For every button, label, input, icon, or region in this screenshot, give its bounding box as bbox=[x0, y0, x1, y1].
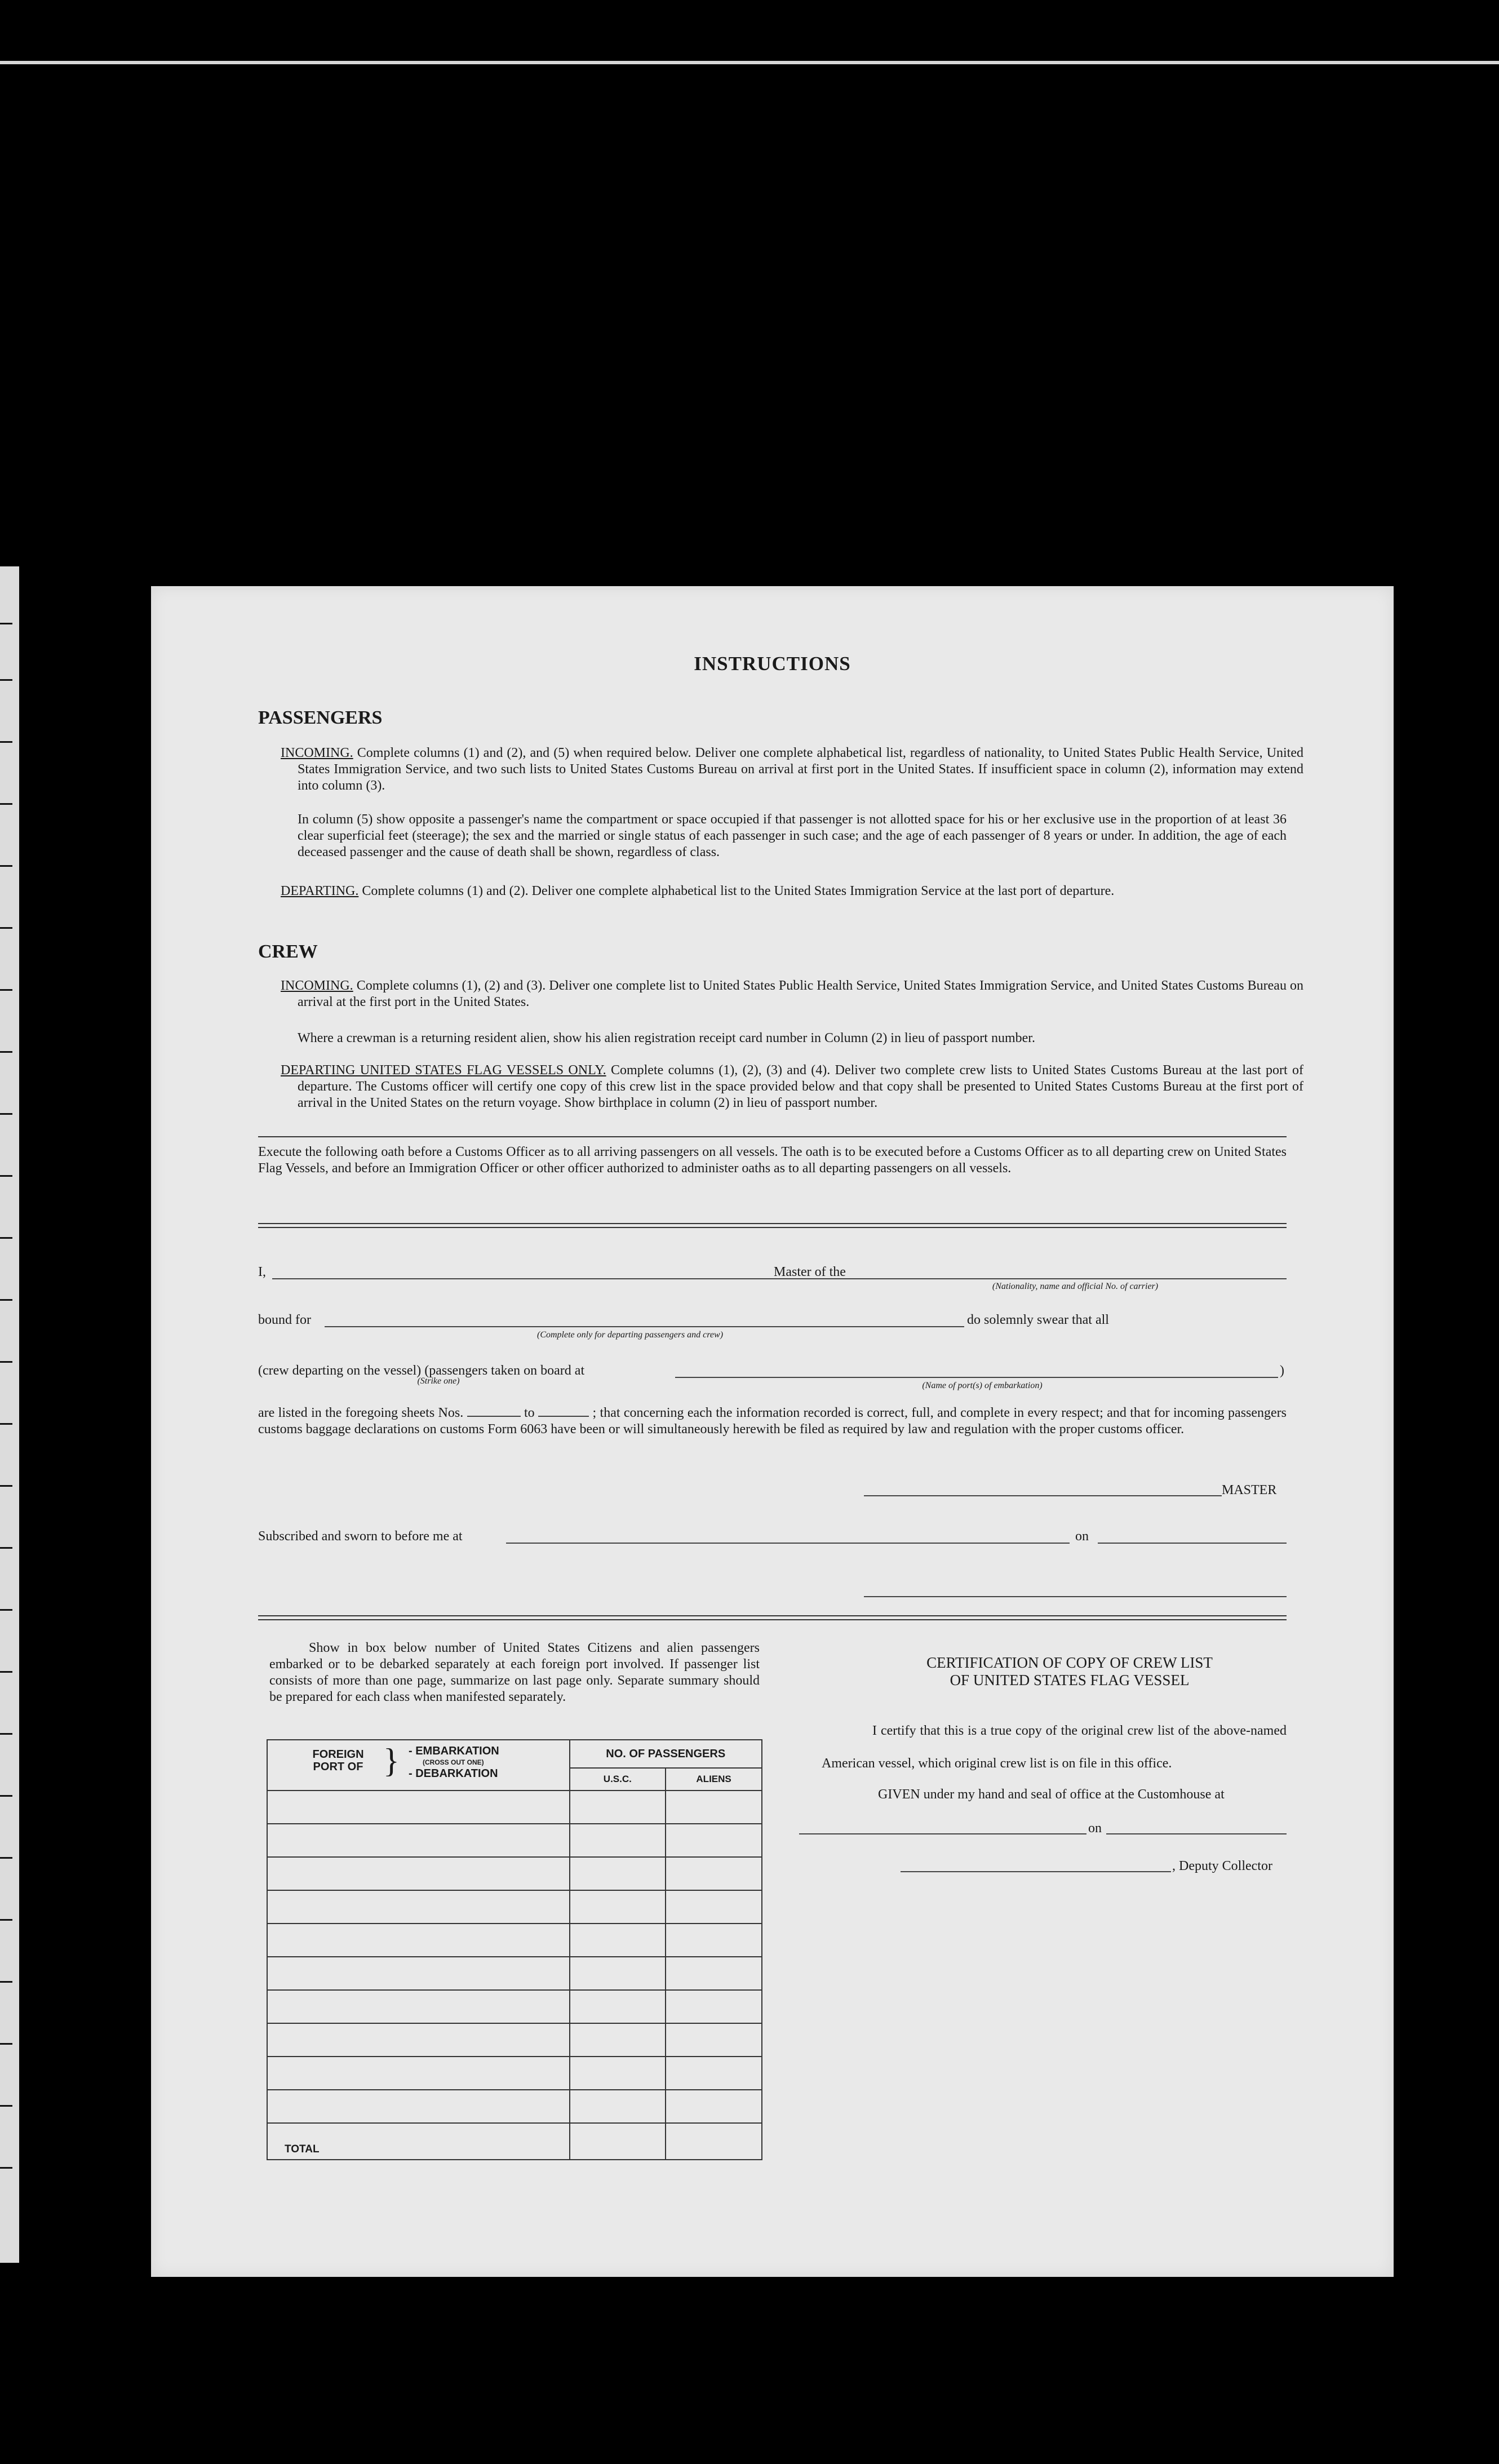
passengers-incoming-paragraph bbox=[281, 745, 1303, 794]
divider bbox=[258, 1223, 1287, 1224]
port-cell[interactable] bbox=[267, 1791, 570, 1824]
aliens-cell[interactable] bbox=[666, 1890, 762, 1924]
aliens-cell[interactable] bbox=[666, 1957, 762, 1990]
table-row bbox=[267, 1890, 762, 1924]
embarkation-label: - EMBARKATION bbox=[409, 1745, 499, 1757]
table-row bbox=[267, 2023, 762, 2057]
sheet-from-field[interactable] bbox=[467, 1404, 521, 1417]
usc-cell[interactable] bbox=[570, 1824, 666, 1857]
port-cell[interactable] bbox=[267, 1824, 570, 1857]
adjacent-frame-edge bbox=[0, 566, 19, 2263]
port-header-cell bbox=[267, 1740, 570, 1791]
table-row bbox=[267, 1824, 762, 1857]
divider bbox=[258, 1619, 1287, 1620]
summary-instructions: Show in box below number of United States Citizens and alien passengers embarked or to be debarked separately at each foreign port involved. If passenger list consists of more than one page, summarize on last page only. Separate summary should be prepared for each class when manifested separately. bbox=[269, 1641, 760, 1704]
sheet-to-field[interactable] bbox=[538, 1404, 589, 1417]
nationality-caption: (Nationality, name and official No. of carrier) bbox=[992, 1282, 1159, 1291]
divider bbox=[258, 1615, 1287, 1616]
certification-text: I certify that this is a true copy of the original crew list of the above-named American vessel, which original crew list is on file in this office. bbox=[822, 1723, 1287, 1771]
no-of-passengers-header: NO. OF PASSENGERS bbox=[570, 1740, 762, 1768]
cert-date-line[interactable] bbox=[1106, 1833, 1287, 1834]
port-cell[interactable] bbox=[267, 1990, 570, 2023]
bound-for-line[interactable] bbox=[325, 1326, 964, 1327]
crew-departing-paragraph bbox=[281, 1062, 1303, 1111]
usc-cell[interactable] bbox=[570, 1990, 666, 2023]
table-row bbox=[267, 1990, 762, 2023]
usc-total-cell[interactable] bbox=[570, 2123, 666, 2160]
subscribed-label: Subscribed and sworn to before me at bbox=[258, 1529, 463, 1544]
port-caption: (Name of port(s) of embarkation) bbox=[922, 1381, 1043, 1390]
crew-heading: CREW bbox=[258, 941, 318, 962]
officer-signature-line[interactable] bbox=[864, 1596, 1287, 1597]
usc-cell[interactable] bbox=[570, 2090, 666, 2123]
crew-resident-text: Where a crewman is a returning resident alien, show his alien registration receipt card number in Column (2) in lieu of passport number. bbox=[298, 1031, 1035, 1045]
deputy-collector-label: , Deputy Collector bbox=[1172, 1859, 1272, 1873]
listed-post: ; that concerning each the information recorded is correct, full, and complete in every respect; and that for incoming passengers customs baggage declarations on customs Form 6063 have been or will simultaneously herewith be filed as required by law and regulation with the proper customs officer. bbox=[258, 1406, 1287, 1437]
port-cell[interactable] bbox=[267, 1890, 570, 1924]
table-row bbox=[267, 1791, 762, 1824]
crew-departing-text: (crew departing on the vessel) (passengers taken on board at bbox=[258, 1363, 585, 1378]
aliens-cell[interactable] bbox=[666, 1857, 762, 1890]
aliens-cell[interactable] bbox=[666, 1924, 762, 1957]
oath-intro: Execute the following oath before a Customs Officer as to all arriving passengers on all vessels. The oath is to be executed before a Customs Officer as to all departing crew on United States Flag Vessels, and before an Immigration Officer or other officer authorized to administer oaths as to all departing passengers on all vessels. bbox=[258, 1145, 1287, 1176]
certification-title-line2: OF UNITED STATES FLAG VESSEL bbox=[950, 1672, 1190, 1689]
oath-i-label: I, bbox=[258, 1265, 266, 1279]
aliens-cell[interactable] bbox=[666, 1791, 762, 1824]
port-cell[interactable] bbox=[267, 1957, 570, 1990]
brace-icon: } bbox=[383, 1742, 400, 1779]
crew-incoming-text: Complete columns (1), (2) and (3). Deliver one complete list to United States Public Health Service, United States Immigration Service, and United States Customs Bureau on arrival at the first port in the United States. bbox=[298, 978, 1304, 1009]
given-text: GIVEN under my hand and seal of office at the Customhouse at bbox=[878, 1787, 1225, 1802]
customhouse-line[interactable] bbox=[799, 1833, 1086, 1834]
sworn-date-line[interactable] bbox=[1098, 1543, 1287, 1544]
port-cell[interactable] bbox=[267, 1924, 570, 1957]
sworn-on-label: on bbox=[1075, 1529, 1089, 1544]
aliens-cell[interactable] bbox=[666, 2023, 762, 2057]
foreign-port-label: FOREIGN PORT OF bbox=[312, 1748, 364, 1773]
strike-one-caption: (Strike one) bbox=[417, 1376, 460, 1386]
aliens-cell[interactable] bbox=[666, 2057, 762, 2090]
bound-for-label: bound for bbox=[258, 1313, 311, 1327]
total-row bbox=[267, 2123, 762, 2160]
passengers-departing-label: DEPARTING. bbox=[281, 884, 359, 898]
aliens-total-cell[interactable] bbox=[666, 2123, 762, 2160]
table-row bbox=[267, 1957, 762, 1990]
usc-cell[interactable] bbox=[570, 1924, 666, 1957]
master-of-label: Master of the bbox=[774, 1265, 846, 1279]
aliens-header: ALIENS bbox=[666, 1768, 762, 1791]
aliens-cell[interactable] bbox=[666, 2090, 762, 2123]
port-embarkation-line[interactable] bbox=[675, 1377, 1278, 1378]
passengers-incoming-text: Complete columns (1) and (2), and (5) when required below. Deliver one complete alphabetical list, regardless of nationality, to United States Public Health Service, United States Immigration Service, and two such lists to United States Customs Bureau on arrival at first port in the United States. If insufficient space in column (2), information may extend into column (3). bbox=[298, 746, 1303, 793]
passengers-departing-text: Complete columns (1) and (2). Deliver one complete alphabetical list to the United States Immigration Service at the last port of departure. bbox=[362, 884, 1115, 898]
total-label: TOTAL bbox=[267, 2123, 570, 2160]
crew-departing-label: DEPARTING UNITED STATES FLAG VESSELS ONLY. bbox=[281, 1063, 606, 1078]
usc-cell[interactable] bbox=[570, 1791, 666, 1824]
carrier-line[interactable] bbox=[864, 1278, 1287, 1279]
certification-title-line1: CERTIFICATION OF COPY OF CREW LIST bbox=[926, 1654, 1213, 1671]
port-cell[interactable] bbox=[267, 2023, 570, 2057]
crew-incoming-label: INCOMING. bbox=[281, 978, 353, 993]
debarkation-label: - DEBARKATION bbox=[409, 1767, 498, 1780]
usc-cell[interactable] bbox=[570, 2023, 666, 2057]
cert-on-label: on bbox=[1088, 1821, 1102, 1836]
deputy-collector-line[interactable] bbox=[901, 1871, 1171, 1872]
passengers-departing-paragraph bbox=[281, 883, 1303, 899]
passenger-summary-table bbox=[267, 1739, 762, 2160]
usc-cell[interactable] bbox=[570, 1957, 666, 1990]
to-label: to bbox=[524, 1406, 535, 1420]
passengers-incoming-label: INCOMING. bbox=[281, 746, 353, 760]
table-row bbox=[267, 1924, 762, 1957]
listed-paragraph bbox=[258, 1404, 1287, 1438]
listed-pre: are listed in the foregoing sheets Nos. bbox=[258, 1406, 464, 1420]
aliens-cell[interactable] bbox=[666, 1824, 762, 1857]
usc-cell[interactable] bbox=[570, 1857, 666, 1890]
cross-out-label: (CROSS OUT ONE) bbox=[423, 1758, 484, 1766]
passengers-heading: PASSENGERS bbox=[258, 707, 383, 728]
passengers-column5-text: In column (5) show opposite a passenger's name the compartment or space occupied if that passenger is not allotted space for his or her exclusive use in the proportion of at least 36 clear superficial feet (steerage); the sex and the married or single status of each passenger in such case; and the age of each passenger of 8 years or under. In addition, the age of each deceased passenger and the cause of death shall be shown, regardless of class. bbox=[298, 812, 1287, 859]
divider bbox=[258, 1136, 1287, 1137]
crew-departing-text: Complete columns (1), (2), (3) and (4). Deliver two complete crew lists to United States Customs Bureau at the last port of departure. The Customs officer will certify one copy of this crew list in the space provided below and that copy shall be presented to United States Customs Bureau at the first port of arrival in the United States on the return voyage. Show birthplace in column (2) in lieu of passport number. bbox=[298, 1063, 1304, 1110]
swear-text: do solemnly swear that all bbox=[967, 1313, 1109, 1327]
usc-header: U.S.C. bbox=[570, 1768, 666, 1791]
complete-caption: (Complete only for departing passengers and crew) bbox=[536, 1330, 724, 1340]
close-paren: ) bbox=[1280, 1363, 1284, 1378]
master-signature-line[interactable] bbox=[864, 1495, 1222, 1496]
usc-cell[interactable] bbox=[570, 1890, 666, 1924]
film-edge-line bbox=[0, 61, 1499, 64]
usc-cell[interactable] bbox=[570, 2057, 666, 2090]
table-row bbox=[267, 2090, 762, 2123]
table-row bbox=[267, 2057, 762, 2090]
document-page bbox=[151, 586, 1394, 2277]
sworn-place-line[interactable] bbox=[506, 1543, 1070, 1544]
master-label: MASTER bbox=[1222, 1483, 1277, 1497]
port-cell[interactable] bbox=[267, 2057, 570, 2090]
table-row bbox=[267, 1857, 762, 1890]
aliens-cell[interactable] bbox=[666, 1990, 762, 2023]
crew-incoming-paragraph bbox=[281, 978, 1303, 1011]
divider bbox=[258, 1227, 1287, 1228]
port-cell[interactable] bbox=[267, 1857, 570, 1890]
port-cell[interactable] bbox=[267, 2090, 570, 2123]
page-title: INSTRUCTIONS bbox=[694, 653, 851, 675]
